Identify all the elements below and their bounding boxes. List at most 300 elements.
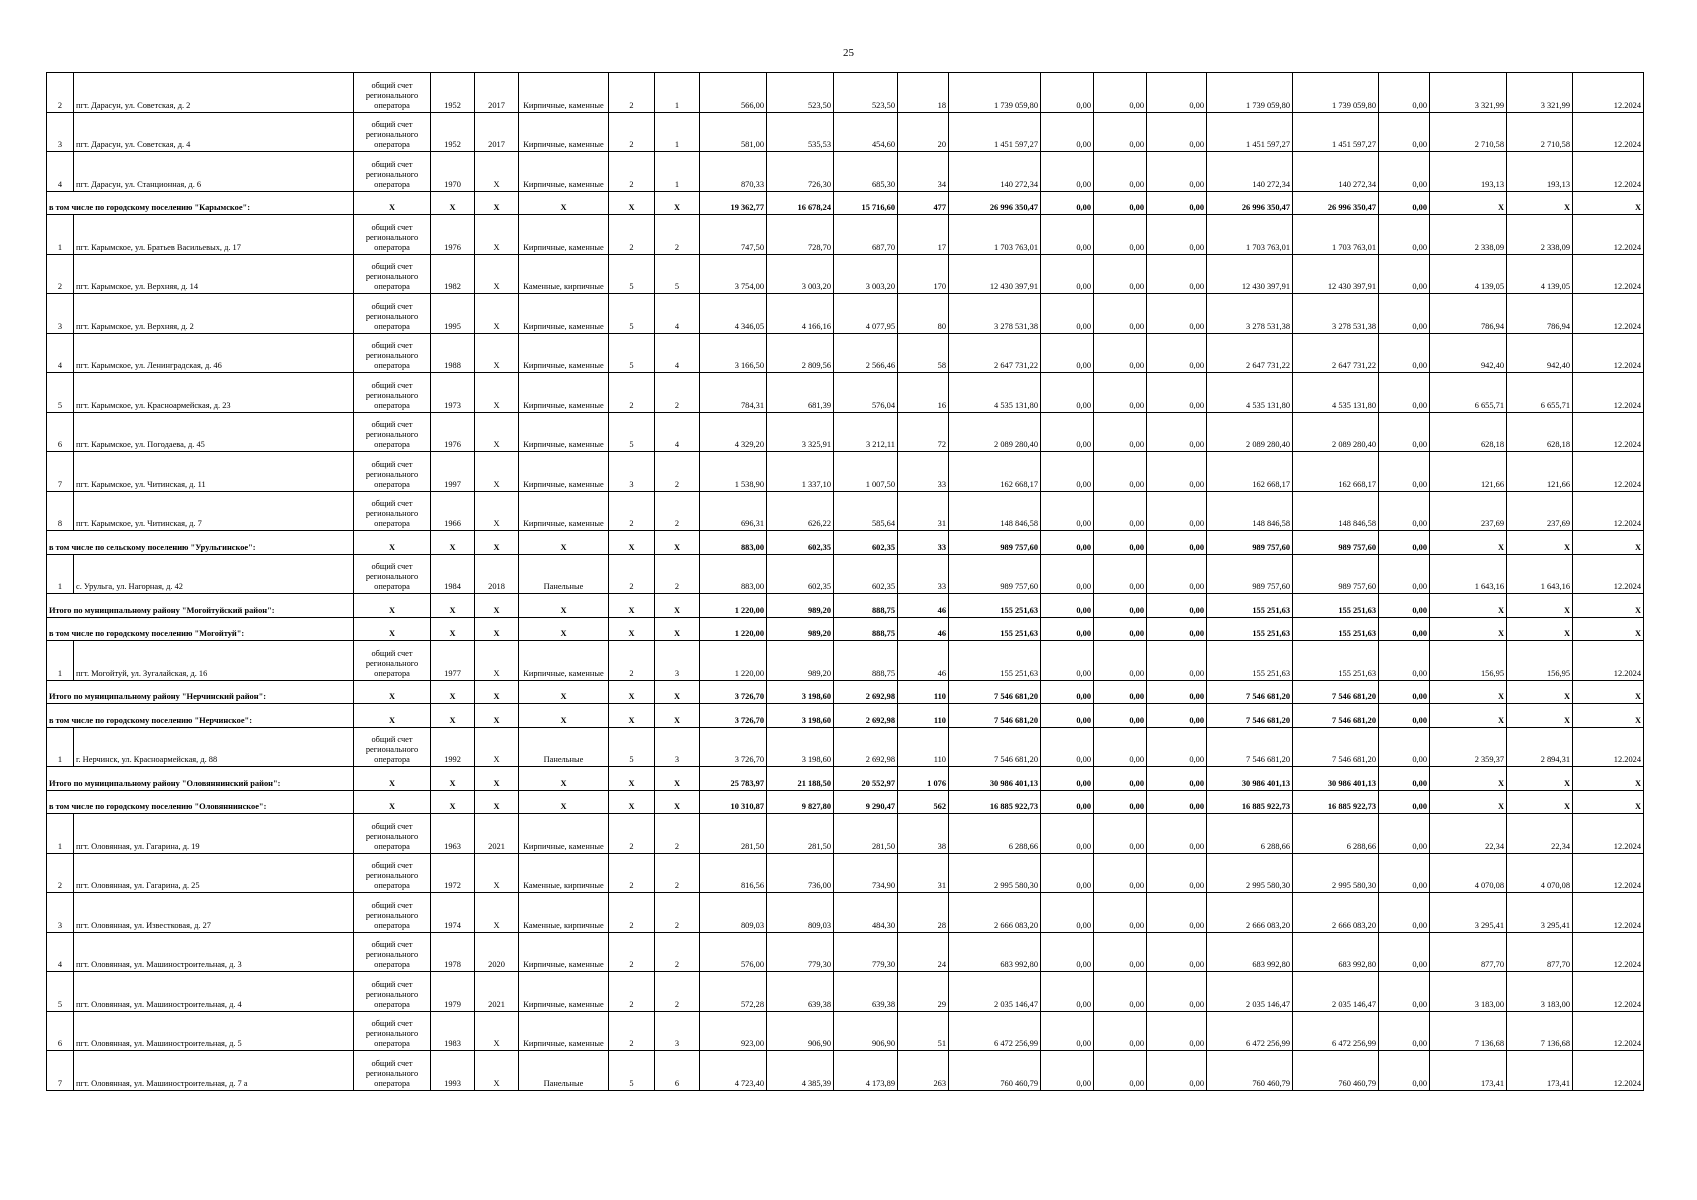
cell-entrances: 2	[655, 452, 700, 492]
cell-cost-owners: 162 668,17	[1207, 452, 1293, 492]
cell-area-residential: 15 716,60	[834, 191, 898, 215]
cell-cost-region: 0,00	[1094, 373, 1147, 413]
cell-deadline: Х	[1573, 680, 1644, 704]
cell-unit-cost: 193,13	[1430, 152, 1507, 192]
cell-cost-owners2: 1 739 059,80	[1293, 73, 1379, 113]
cell-deadline: 12.2024	[1573, 554, 1644, 594]
cell-deadline: 12.2024	[1573, 727, 1644, 767]
cell-addr: пгт. Оловянная, ул. Машиностроительная, д. 3	[74, 932, 354, 972]
cell-walls: Кирпичные, каменные	[519, 1011, 609, 1051]
cell-deadline: 12.2024	[1573, 73, 1644, 113]
cell-cost-total: 16 885 922,73	[949, 790, 1041, 814]
cell-cost-local: 0,00	[1147, 972, 1207, 1012]
cell-deadline: Х	[1573, 594, 1644, 618]
cell-area-total: 4 329,20	[700, 412, 767, 452]
cell-area-premises: 4 385,39	[767, 1051, 834, 1091]
cell-entrances: 2	[655, 853, 700, 893]
cell-cost-owners: 16 885 922,73	[1207, 790, 1293, 814]
cell-entrances: 5	[655, 254, 700, 294]
cell-cost-region: 0,00	[1094, 853, 1147, 893]
cell-year-work: Х	[475, 641, 519, 681]
cell-addr: пгт. Оловянная, ул. Машиностроительная, д. 5	[74, 1011, 354, 1051]
cell-entrances: 4	[655, 294, 700, 334]
cell-cost-owners2: 989 757,60	[1293, 554, 1379, 594]
cell-floors: 2	[609, 112, 655, 152]
cell-floors: 2	[609, 491, 655, 531]
cell-area-total: 696,31	[700, 491, 767, 531]
cell-cost-region: 0,00	[1094, 215, 1147, 255]
cell-cost-total: 1 451 597,27	[949, 112, 1041, 152]
cell-walls: Х	[519, 191, 609, 215]
cell-area-premises: 1 337,10	[767, 452, 834, 492]
cell-method: Х	[354, 767, 431, 791]
cell-cost-region: 0,00	[1094, 594, 1147, 618]
cell-cost-other: 0,00	[1379, 704, 1430, 728]
cell-cost-other: 0,00	[1379, 641, 1430, 681]
cell-cost-total: 155 251,63	[949, 594, 1041, 618]
cell-unit-limit: Х	[1507, 191, 1573, 215]
cell-unit-limit: 237,69	[1507, 491, 1573, 531]
cell-unit-cost: Х	[1430, 617, 1507, 641]
cell-year-built: 1984	[431, 554, 475, 594]
cell-cost-owners: 7 546 681,20	[1207, 704, 1293, 728]
cell-cost-owners2: 148 846,58	[1293, 491, 1379, 531]
cell-cost-owners: 2 666 083,20	[1207, 893, 1293, 933]
cell-unit-limit: 4 070,08	[1507, 853, 1573, 893]
cell-year-work: 2017	[475, 73, 519, 113]
cell-cost-other: 0,00	[1379, 814, 1430, 854]
cell-cost-region: 0,00	[1094, 491, 1147, 531]
cell-cost-fund: 0,00	[1041, 215, 1094, 255]
cell-cost-fund: 0,00	[1041, 191, 1094, 215]
cell-walls: Кирпичные, каменные	[519, 294, 609, 334]
cell-walls: Кирпичные, каменные	[519, 152, 609, 192]
table-row	[47, 641, 1644, 681]
table-row	[47, 814, 1644, 854]
cell-cost-owners: 155 251,63	[1207, 617, 1293, 641]
cell-unit-limit: 3 295,41	[1507, 893, 1573, 933]
cell-cost-region: 0,00	[1094, 452, 1147, 492]
cell-cost-local: 0,00	[1147, 191, 1207, 215]
cell-area-residential: 4 173,89	[834, 1051, 898, 1091]
cell-year-built: Х	[431, 704, 475, 728]
cell-cost-owners2: 30 986 401,13	[1293, 767, 1379, 791]
cell-addr: пгт. Карымское, ул. Читинская, д. 7	[74, 491, 354, 531]
cell-unit-limit: 3 183,00	[1507, 972, 1573, 1012]
cell-entrances: 2	[655, 932, 700, 972]
cell-unit-cost: 877,70	[1430, 932, 1507, 972]
cell-cost-other: 0,00	[1379, 452, 1430, 492]
cell-area-premises: 16 678,24	[767, 191, 834, 215]
cell-cost-local: 0,00	[1147, 215, 1207, 255]
cell-deadline: 12.2024	[1573, 112, 1644, 152]
cell-cost-region: 0,00	[1094, 294, 1147, 334]
cell-label: Итого по муниципальному району "Могойтуйский район":	[47, 594, 354, 618]
cell-walls: Панельные	[519, 554, 609, 594]
cell-entrances: Х	[655, 767, 700, 791]
cell-cost-total: 1 703 763,01	[949, 215, 1041, 255]
cell-deadline: 12.2024	[1573, 452, 1644, 492]
cell-cost-owners2: 4 535 131,80	[1293, 373, 1379, 413]
cell-cost-local: 0,00	[1147, 333, 1207, 373]
table-row	[47, 554, 1644, 594]
cell-cost-owners: 3 278 531,38	[1207, 294, 1293, 334]
cell-cost-total: 2 995 580,30	[949, 853, 1041, 893]
cell-walls: Кирпичные, каменные	[519, 412, 609, 452]
cell-year-built: Х	[431, 191, 475, 215]
table-row	[47, 972, 1644, 1012]
cell-residents: 34	[898, 152, 949, 192]
cell-floors: 5	[609, 412, 655, 452]
cell-floors: Х	[609, 790, 655, 814]
cell-unit-limit: 156,95	[1507, 641, 1573, 681]
cell-unit-cost: 7 136,68	[1430, 1011, 1507, 1051]
subtotal-row	[47, 594, 1644, 618]
cell-cost-region: 0,00	[1094, 790, 1147, 814]
cell-residents: 80	[898, 294, 949, 334]
cell-cost-local: 0,00	[1147, 1051, 1207, 1091]
cell-cost-fund: 0,00	[1041, 790, 1094, 814]
cell-addr: с. Урульга, ул. Нагорная, д. 42	[74, 554, 354, 594]
cell-cost-region: 0,00	[1094, 680, 1147, 704]
cell-area-residential: 2 566,46	[834, 333, 898, 373]
cell-year-work: Х	[475, 373, 519, 413]
cell-unit-limit: 2 710,58	[1507, 112, 1573, 152]
cell-unit-cost: 4 070,08	[1430, 853, 1507, 893]
cell-area-premises: 3 003,20	[767, 254, 834, 294]
cell-deadline: 12.2024	[1573, 152, 1644, 192]
cell-cost-owners2: 6 472 256,99	[1293, 1011, 1379, 1051]
cell-method: общий счет регионального оператора	[354, 853, 431, 893]
cell-area-residential: 281,50	[834, 814, 898, 854]
cell-deadline: 12.2024	[1573, 254, 1644, 294]
cell-cost-total: 2 666 083,20	[949, 893, 1041, 933]
cell-cost-fund: 0,00	[1041, 727, 1094, 767]
cell-residents: 46	[898, 641, 949, 681]
cell-cost-region: 0,00	[1094, 893, 1147, 933]
cell-cost-local: 0,00	[1147, 853, 1207, 893]
cell-method: Х	[354, 531, 431, 555]
cell-cost-other: 0,00	[1379, 853, 1430, 893]
cell-residents: 24	[898, 932, 949, 972]
cell-floors: 5	[609, 294, 655, 334]
cell-cost-fund: 0,00	[1041, 531, 1094, 555]
cell-area-residential: 888,75	[834, 594, 898, 618]
cell-walls: Х	[519, 790, 609, 814]
subtotal-row	[47, 191, 1644, 215]
cell-num: 2	[47, 853, 74, 893]
cell-cost-region: 0,00	[1094, 617, 1147, 641]
cell-area-residential: 734,90	[834, 853, 898, 893]
table-row	[47, 254, 1644, 294]
cell-entrances: Х	[655, 704, 700, 728]
cell-year-work: 2017	[475, 112, 519, 152]
cell-entrances: 3	[655, 727, 700, 767]
cell-cost-total: 989 757,60	[949, 531, 1041, 555]
cell-addr: пгт. Оловянная, ул. Гагарина, д. 25	[74, 853, 354, 893]
cell-walls: Панельные	[519, 727, 609, 767]
cell-area-residential: 602,35	[834, 554, 898, 594]
cell-method: общий счет регионального оператора	[354, 452, 431, 492]
cell-deadline: Х	[1573, 617, 1644, 641]
cell-num: 7	[47, 452, 74, 492]
cell-year-built: 1979	[431, 972, 475, 1012]
cell-year-work: Х	[475, 452, 519, 492]
cell-cost-owners: 989 757,60	[1207, 554, 1293, 594]
cell-method: общий счет регионального оператора	[354, 254, 431, 294]
cell-method: общий счет регионального оператора	[354, 932, 431, 972]
cell-year-built: 1983	[431, 1011, 475, 1051]
cell-area-total: 3 726,70	[700, 704, 767, 728]
cell-area-premises: 523,50	[767, 73, 834, 113]
cell-unit-cost: 6 655,71	[1430, 373, 1507, 413]
cell-cost-local: 0,00	[1147, 73, 1207, 113]
cell-cost-owners: 1 703 763,01	[1207, 215, 1293, 255]
cell-cost-total: 4 535 131,80	[949, 373, 1041, 413]
cell-year-work: Х	[475, 152, 519, 192]
cell-cost-other: 0,00	[1379, 932, 1430, 972]
cell-residents: 33	[898, 554, 949, 594]
cell-cost-total: 1 739 059,80	[949, 73, 1041, 113]
cell-floors: 5	[609, 333, 655, 373]
cell-floors: 2	[609, 932, 655, 972]
cell-area-total: 281,50	[700, 814, 767, 854]
cell-cost-region: 0,00	[1094, 704, 1147, 728]
table-row	[47, 491, 1644, 531]
cell-cost-local: 0,00	[1147, 294, 1207, 334]
cell-unit-cost: 237,69	[1430, 491, 1507, 531]
cell-unit-cost: 3 295,41	[1430, 893, 1507, 933]
cell-area-residential: 888,75	[834, 617, 898, 641]
cell-area-premises: 602,35	[767, 554, 834, 594]
cell-area-total: 4 723,40	[700, 1051, 767, 1091]
cell-entrances: Х	[655, 531, 700, 555]
cell-cost-fund: 0,00	[1041, 594, 1094, 618]
cell-area-premises: 602,35	[767, 531, 834, 555]
cell-cost-owners2: 155 251,63	[1293, 594, 1379, 618]
cell-addr: пгт. Могойтуй, ул. Зугалайская, д. 16	[74, 641, 354, 681]
cell-cost-region: 0,00	[1094, 73, 1147, 113]
table-row	[47, 853, 1644, 893]
cell-unit-cost: Х	[1430, 531, 1507, 555]
cell-area-residential: 906,90	[834, 1011, 898, 1051]
cell-cost-owners: 1 739 059,80	[1207, 73, 1293, 113]
cell-year-work: Х	[475, 790, 519, 814]
cell-unit-limit: Х	[1507, 790, 1573, 814]
cell-cost-owners: 6 472 256,99	[1207, 1011, 1293, 1051]
cell-area-residential: 1 007,50	[834, 452, 898, 492]
cell-method: Х	[354, 680, 431, 704]
cell-area-residential: 523,50	[834, 73, 898, 113]
cell-cost-region: 0,00	[1094, 814, 1147, 854]
cell-area-residential: 687,70	[834, 215, 898, 255]
cell-num: 4	[47, 333, 74, 373]
cell-entrances: Х	[655, 680, 700, 704]
cell-year-built: 1992	[431, 727, 475, 767]
cell-deadline: Х	[1573, 767, 1644, 791]
cell-unit-limit: Х	[1507, 617, 1573, 641]
cell-addr: пгт. Дарасун, ул. Советская, д. 4	[74, 112, 354, 152]
cell-cost-fund: 0,00	[1041, 254, 1094, 294]
cell-cost-total: 7 546 681,20	[949, 727, 1041, 767]
cell-unit-cost: Х	[1430, 191, 1507, 215]
cell-unit-limit: 2 894,31	[1507, 727, 1573, 767]
cell-area-total: 747,50	[700, 215, 767, 255]
cell-area-total: 4 346,05	[700, 294, 767, 334]
cell-year-built: 1976	[431, 412, 475, 452]
cell-num: 1	[47, 554, 74, 594]
cell-cost-owners2: 2 647 731,22	[1293, 333, 1379, 373]
cell-cost-owners: 1 451 597,27	[1207, 112, 1293, 152]
cell-unit-limit: Х	[1507, 767, 1573, 791]
cell-deadline: 12.2024	[1573, 932, 1644, 972]
cell-year-built: Х	[431, 680, 475, 704]
cell-walls: Х	[519, 704, 609, 728]
subtotal-row	[47, 790, 1644, 814]
cell-cost-owners: 140 272,34	[1207, 152, 1293, 192]
cell-cost-fund: 0,00	[1041, 452, 1094, 492]
cell-residents: 18	[898, 73, 949, 113]
cell-unit-limit: 2 338,09	[1507, 215, 1573, 255]
cell-cost-region: 0,00	[1094, 412, 1147, 452]
cell-area-premises: 728,70	[767, 215, 834, 255]
cell-floors: 5	[609, 1051, 655, 1091]
cell-area-total: 816,56	[700, 853, 767, 893]
cell-residents: 17	[898, 215, 949, 255]
table-row	[47, 727, 1644, 767]
cell-residents: 58	[898, 333, 949, 373]
cell-floors: 5	[609, 727, 655, 767]
cell-unit-cost: 2 338,09	[1430, 215, 1507, 255]
cell-num: 1	[47, 814, 74, 854]
cell-deadline: Х	[1573, 191, 1644, 215]
cell-year-work: Х	[475, 491, 519, 531]
cell-cost-fund: 0,00	[1041, 294, 1094, 334]
cell-area-total: 1 220,00	[700, 641, 767, 681]
cell-cost-total: 6 288,66	[949, 814, 1041, 854]
cell-unit-cost: 2 359,37	[1430, 727, 1507, 767]
cell-floors: Х	[609, 594, 655, 618]
cell-method: Х	[354, 594, 431, 618]
table-row	[47, 452, 1644, 492]
cell-area-total: 566,00	[700, 73, 767, 113]
cell-deadline: 12.2024	[1573, 641, 1644, 681]
cell-deadline: 12.2024	[1573, 972, 1644, 1012]
cell-area-residential: 9 290,47	[834, 790, 898, 814]
cell-method: общий счет регионального оператора	[354, 491, 431, 531]
cell-area-residential: 779,30	[834, 932, 898, 972]
cell-cost-owners2: 1 703 763,01	[1293, 215, 1379, 255]
cell-num: 1	[47, 727, 74, 767]
cell-entrances: 2	[655, 554, 700, 594]
cell-cost-owners: 2 035 146,47	[1207, 972, 1293, 1012]
cell-residents: 31	[898, 491, 949, 531]
cell-area-premises: 3 325,91	[767, 412, 834, 452]
cell-unit-cost: Х	[1430, 704, 1507, 728]
cell-cost-owners2: 760 460,79	[1293, 1051, 1379, 1091]
cell-cost-region: 0,00	[1094, 152, 1147, 192]
cell-cost-owners: 148 846,58	[1207, 491, 1293, 531]
cell-area-premises: 4 166,16	[767, 294, 834, 334]
cell-area-premises: 639,38	[767, 972, 834, 1012]
cell-cost-owners2: 155 251,63	[1293, 641, 1379, 681]
cell-residents: 31	[898, 853, 949, 893]
cell-method: общий счет регионального оператора	[354, 333, 431, 373]
cell-year-built: 1978	[431, 932, 475, 972]
cell-addr: пгт. Дарасун, ул. Станционная, д. 6	[74, 152, 354, 192]
cell-label: Итого по муниципальному району "Оловяннинский район":	[47, 767, 354, 791]
cell-area-residential: 2 692,98	[834, 727, 898, 767]
cell-cost-owners2: 7 546 681,20	[1293, 680, 1379, 704]
cell-unit-cost: 22,34	[1430, 814, 1507, 854]
cell-year-built: 1974	[431, 893, 475, 933]
cell-area-residential: 4 077,95	[834, 294, 898, 334]
cell-cost-other: 0,00	[1379, 294, 1430, 334]
cell-year-work: Х	[475, 254, 519, 294]
cell-residents: 16	[898, 373, 949, 413]
cell-cost-other: 0,00	[1379, 727, 1430, 767]
cell-cost-total: 2 035 146,47	[949, 972, 1041, 1012]
cell-cost-owners: 26 996 350,47	[1207, 191, 1293, 215]
cell-year-built: 1976	[431, 215, 475, 255]
cell-residents: 33	[898, 531, 949, 555]
cell-floors: Х	[609, 704, 655, 728]
cell-unit-limit: 193,13	[1507, 152, 1573, 192]
cell-cost-owners: 760 460,79	[1207, 1051, 1293, 1091]
cell-cost-owners2: 12 430 397,91	[1293, 254, 1379, 294]
cell-addr: пгт. Оловянная, ул. Гагарина, д. 19	[74, 814, 354, 854]
cell-cost-fund: 0,00	[1041, 814, 1094, 854]
cell-unit-cost: Х	[1430, 680, 1507, 704]
table-row	[47, 932, 1644, 972]
cell-area-total: 3 754,00	[700, 254, 767, 294]
cell-cost-other: 0,00	[1379, 254, 1430, 294]
cell-walls: Х	[519, 594, 609, 618]
cell-year-work: 2018	[475, 554, 519, 594]
table-row	[47, 294, 1644, 334]
cell-unit-cost: 942,40	[1430, 333, 1507, 373]
cell-cost-other: 0,00	[1379, 191, 1430, 215]
cell-unit-cost: Х	[1430, 594, 1507, 618]
cell-floors: 2	[609, 814, 655, 854]
cell-area-premises: 989,20	[767, 594, 834, 618]
cell-num: 4	[47, 932, 74, 972]
cell-cost-other: 0,00	[1379, 333, 1430, 373]
cell-cost-fund: 0,00	[1041, 73, 1094, 113]
cell-num: 3	[47, 893, 74, 933]
cell-addr: г. Нерчинск, ул. Красноармейская, д. 88	[74, 727, 354, 767]
cell-cost-fund: 0,00	[1041, 491, 1094, 531]
cell-area-premises: 3 198,60	[767, 727, 834, 767]
cell-cost-owners2: 16 885 922,73	[1293, 790, 1379, 814]
cell-cost-local: 0,00	[1147, 814, 1207, 854]
cell-cost-region: 0,00	[1094, 554, 1147, 594]
table-row	[47, 215, 1644, 255]
cell-walls: Кирпичные, каменные	[519, 641, 609, 681]
cell-cost-total: 26 996 350,47	[949, 191, 1041, 215]
cell-walls: Кирпичные, каменные	[519, 112, 609, 152]
cell-method: Х	[354, 790, 431, 814]
cell-area-premises: 681,39	[767, 373, 834, 413]
cell-cost-region: 0,00	[1094, 254, 1147, 294]
cell-deadline: Х	[1573, 790, 1644, 814]
cell-year-built: 1972	[431, 853, 475, 893]
cell-residents: 110	[898, 727, 949, 767]
cell-cost-owners2: 683 992,80	[1293, 932, 1379, 972]
cell-area-total: 572,28	[700, 972, 767, 1012]
cell-unit-limit: 4 139,05	[1507, 254, 1573, 294]
cell-year-work: Х	[475, 767, 519, 791]
